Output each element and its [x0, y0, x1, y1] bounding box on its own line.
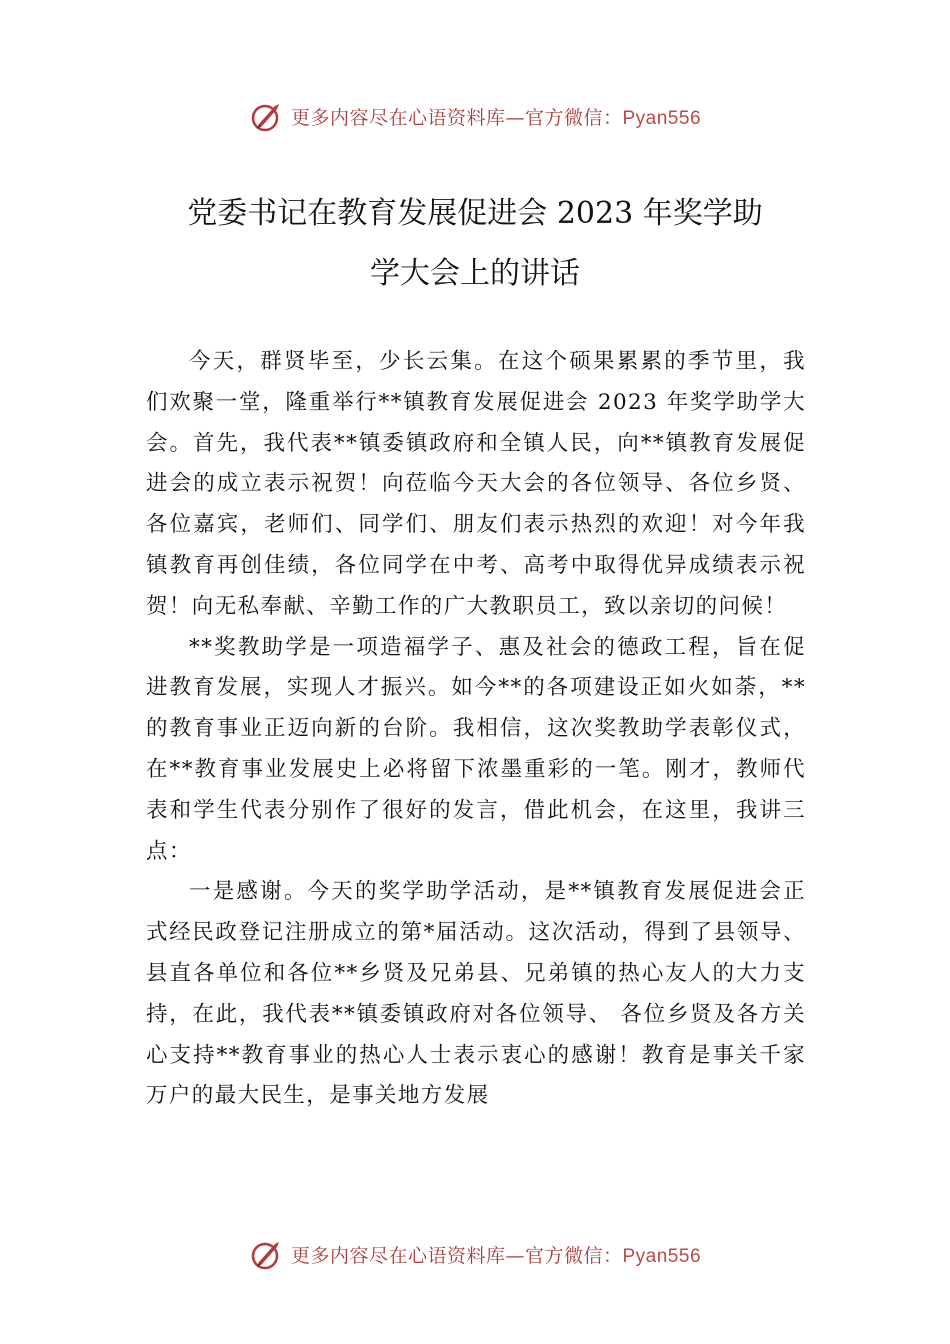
title-line-2: 学大会上的讲话 — [370, 256, 580, 291]
wechat-id: Pyan556 — [622, 107, 702, 129]
wechat-id: Pyan556 — [622, 1245, 702, 1267]
title-line-1: 党委书记在教育发展促进会 2023 年奖学助 — [187, 196, 763, 231]
paragraph-3: 一是感谢。今天的奖学助学活动，是**镇教育发展促进会正式经民政登记注册成立的第*届活动。这次活动，得到了县领导、县直各单位和各位**乡贤及兄弟县、兄弟镇的热心友人的大力支持，在此，我代表**镇委镇政府对各位领导、 各位乡贤及各方关心支持**教育事业的热心人士表示衷心的感谢！教育是事关千家万户的最大民生，是事关地方发展 — [146, 879, 806, 1109]
document-title — [100, 184, 850, 304]
watermark-text: 更多内容尽在心语资料库—官方微信：Pyan556 — [290, 1244, 702, 1267]
watermark-header — [0, 96, 950, 136]
watermark-text: 更多内容尽在心语资料库—官方微信：Pyan556 — [290, 106, 702, 129]
pen-logo-icon — [249, 1236, 285, 1272]
document-body — [146, 342, 806, 1117]
watermark-footer — [0, 1234, 950, 1274]
paragraph-2: **奖教助学是一项造福学子、惠及社会的德政工程，旨在促进教育发展，实现人才振兴。如今**的各项建设正如火如荼，**的教育事业正迈向新的台阶。我相信，这次奖教助学表彰仪式，在**教育事业发展史上必将留下浓墨重彩的一笔。刚才，教师代表和学生代表分别作了很好的发言，借此机会，在这里，我讲三点： — [146, 634, 806, 864]
paragraph-1: 今天，群贤毕至，少长云集。在这个硕果累累的季节里，我们欢聚一堂，隆重举行**镇教育发展促进会 2023 年奖学助学大会。首先，我代表**镇委镇政府和全镇人民，向**镇教育发展促进会的成立表示祝贺！向莅临今天大会的各位领导、各位乡贤、各位嘉宾，老师们、同学们、朋友们表示热烈的欢迎！对今年我镇教育再创佳绩，各位同学在中考、高考中取得优异成绩表示祝贺！向无私奉献、辛勤工作的广大教职员工，致以亲切的问候！ — [146, 349, 806, 619]
pen-logo-icon — [249, 98, 285, 134]
